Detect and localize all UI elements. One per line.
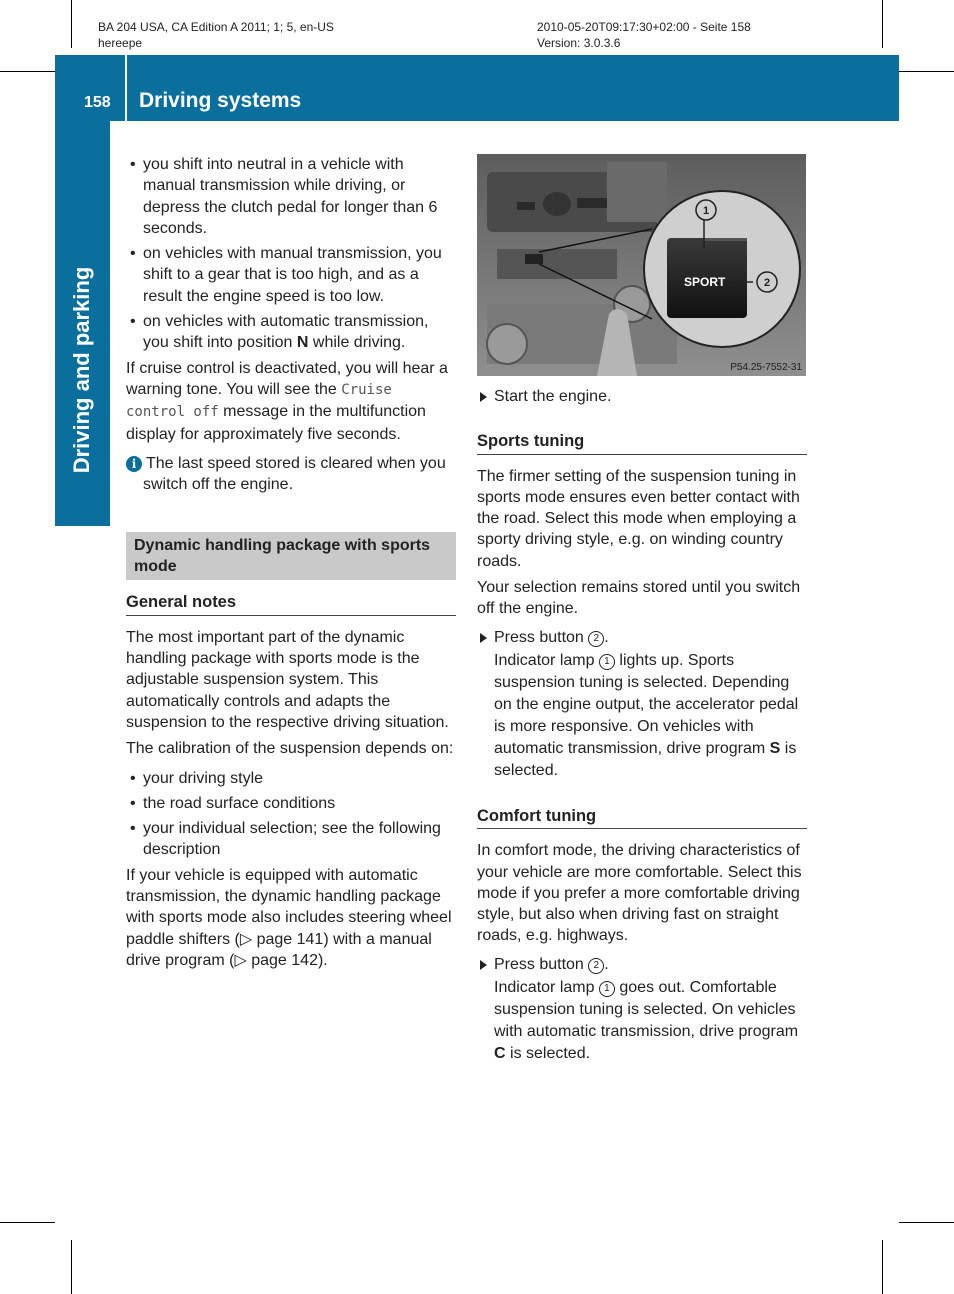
paragraph: The calibration of the suspension depends on: (126, 740, 454, 758)
info-icon: i (126, 456, 142, 472)
left-column (126, 154, 456, 976)
page-number: 158 (84, 94, 111, 111)
callout-2-ref: 2 (588, 958, 604, 974)
subheading-comfort-tuning: Comfort tuning (477, 806, 807, 829)
crop-mark (899, 1222, 954, 1223)
text-run: Press button (494, 955, 589, 973)
text-run: If cruise control is deactivated, you will hear a warning tone. You will see the (126, 359, 448, 398)
callout-1-ref: 1 (599, 654, 615, 670)
text-run: Indicator lamp (494, 651, 599, 669)
text-run: Indicator lamp (494, 979, 599, 997)
text-run: goes out. Comfortable suspension tuning is selected. On vehicles with automatic transmission, drive program (494, 979, 799, 1041)
page-ref-link[interactable]: page 142 (251, 951, 318, 969)
paragraph-paddle-shifters (126, 865, 456, 971)
text-run: on vehicles with automatic transmission, you shift into position (143, 313, 429, 352)
display-message: Cruise control off (126, 381, 392, 421)
step-item (477, 954, 807, 975)
header-divider (125, 55, 127, 121)
image-code: P54.25-7552-31 (730, 362, 802, 373)
section-heading: Dynamic handling package with sports mode (126, 532, 456, 580)
page-ref-arrow: ▷ (239, 930, 257, 948)
paragraph: Your selection remains stored until you switch off the engine. (477, 579, 801, 618)
text-run: is selected. (505, 1045, 591, 1063)
step-result (477, 650, 807, 782)
page-title: Driving systems (139, 89, 302, 112)
text-run: is selected. (494, 739, 797, 779)
crop-mark (71, 1240, 72, 1294)
list-item: • the road surface conditions (126, 793, 456, 814)
right-column (477, 386, 807, 1070)
meta-line: 2010-05-20T09:17:30+02:00 - Seite 158 (537, 20, 751, 34)
step-result (477, 977, 807, 1065)
crop-mark (0, 71, 55, 72)
position-n: N (296, 334, 309, 352)
page-ref-arrow: ▷ (234, 951, 252, 969)
crop-mark (899, 71, 954, 72)
crop-mark (882, 0, 883, 48)
step-item: Start the engine. (477, 386, 807, 407)
list-item (126, 311, 456, 354)
sport-button-label: SPORT (684, 275, 726, 289)
callout-1-ref: 1 (599, 981, 615, 997)
print-meta-left (98, 19, 334, 51)
text-run: . (604, 955, 609, 973)
text-run: ) with a manual drive program ( (126, 930, 432, 969)
text-run: while driving. (308, 334, 406, 352)
callout-1-label: 1 (702, 205, 710, 217)
callout-2-ref: 2 (588, 631, 604, 647)
chapter-tab-label: Driving and parking (69, 266, 94, 474)
text-run: lights up. Sports suspension tuning is selected. Depending on the engine output, the accelerator pedal is more responsive. On vehicles with automatic transmission, drive program (494, 651, 799, 757)
page-ref-link[interactable]: page 141 (256, 930, 324, 948)
sport-button-photo (477, 154, 806, 376)
crop-mark (71, 0, 72, 48)
crop-mark (882, 1240, 883, 1294)
drive-program-c: C (494, 1045, 506, 1063)
text-run: Press button (494, 628, 589, 646)
list-item: • your driving style (126, 768, 456, 789)
text-run: message in the multifunction display for approximately five seconds. (126, 403, 426, 443)
meta-line: BA 204 USA, CA Edition A 2011; 1; 5, en-US (98, 20, 334, 34)
paragraph: The firmer setting of the suspension tuning in sports mode ensures even better contact with the road. Select this mode when employing a sporty driving style, e.g. on winding country roads. (477, 467, 800, 570)
text-run: ). (317, 951, 328, 969)
meta-line: Version: 3.0.3.6 (537, 36, 621, 50)
list-item: • on vehicles with manual transmission, you shift to a gear that is too high, and as a result the engine speed is too low. (126, 243, 456, 307)
info-note (126, 453, 456, 496)
list-item: • your individual selection; see the following description (126, 818, 456, 861)
paragraph: The most important part of the dynamic handling package with sports mode is the adjustable suspension system. This automatically controls and adapts the suspension to the respective driving situation. (126, 628, 449, 731)
text-run: . (604, 628, 609, 646)
subheading-general-notes: General notes (126, 592, 456, 615)
paragraph-cruise (126, 358, 456, 445)
callout-2-label: 2 (763, 277, 771, 289)
print-meta-right (537, 19, 751, 51)
step-item (477, 627, 807, 648)
info-note-text: The last speed stored is cleared when you switch off the engine. (143, 454, 446, 494)
drive-program-s: S (769, 739, 781, 757)
subheading-sports-tuning: Sports tuning (477, 431, 807, 454)
crop-mark (0, 1222, 55, 1223)
paragraph: In comfort mode, the driving characteristics of your vehicle are more comfortable. Select this mode if you prefer a more comfortable driving style, but also when driving fast on straight roads, e.g. highways. (477, 842, 802, 945)
text-run: If your vehicle is equipped with automatic transmission, the dynamic handling package with sports mode also includes steering wheel paddle shifters ( (126, 866, 452, 948)
meta-line: hereepe (98, 36, 143, 50)
list-item: • you shift into neutral in a vehicle with manual transmission while driving, or depress the clutch pedal for longer than 6 seconds. (126, 154, 456, 239)
